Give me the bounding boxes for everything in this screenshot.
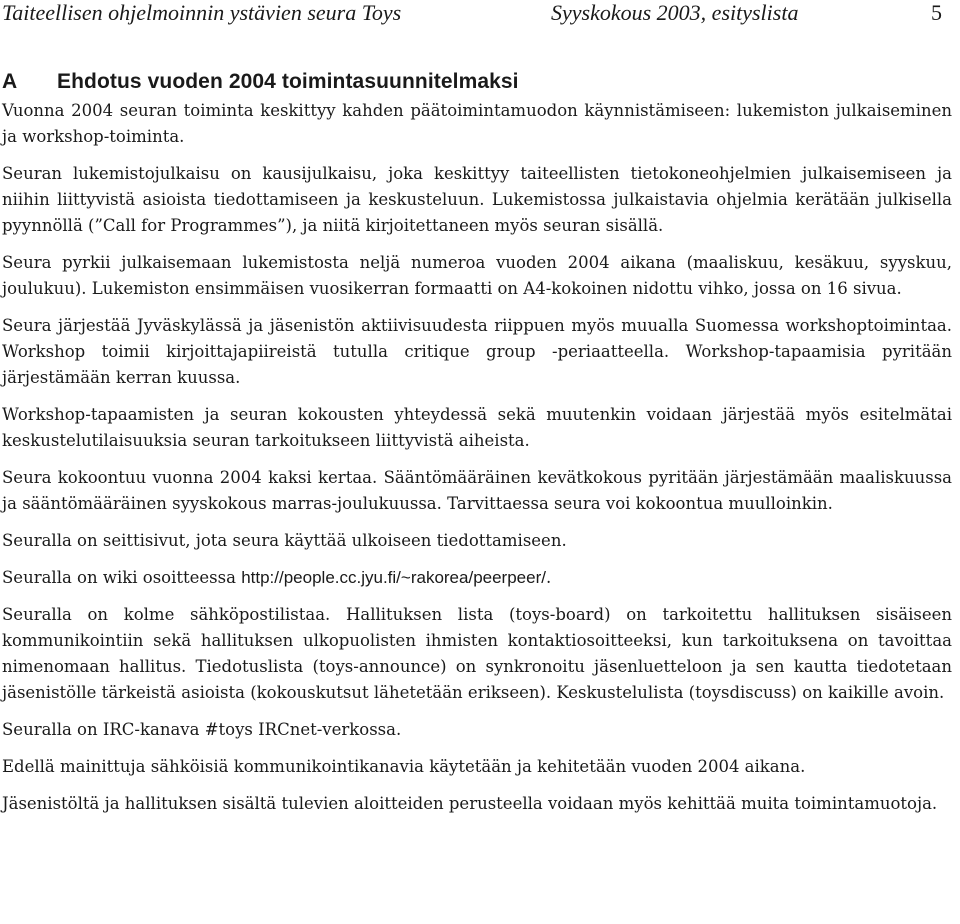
paragraph: Edellä mainittuja sähköisiä kommunikointikanavia käytetään ja kehitetään vuoden 2004 aikana. [2,757,806,776]
paragraph: Workshop-tapaamisten ja seuran kokousten yhteydessä sekä muutenkin voidaan järjestää myös esitelmätai keskustelutilaisuuksia seuran tarkoitukseen liittyvistä aiheista. [2,405,952,450]
paragraph: Seuralla on IRC-kanava #toys IRCnet-verkossa. [2,720,402,739]
paragraph: Jäsenistöltä ja hallituksen sisältä tulevien aloitteiden perusteella voidaan myös kehittää muita toimintamuotoja. [2,794,938,813]
paragraph: Vuonna 2004 seuran toiminta keskittyy kahden päätoimintamuodon käynnistämiseen: lukemiston julkaiseminen ja workshop-toiminta. [2,101,952,146]
paragraph: Seura pyrkii julkaisemaan lukemistosta neljä numeroa vuoden 2004 aikana (maaliskuu, kesäkuu, syyskuu, joulukuu). Lukemiston ensimmäisen vuosikerran formaatti on A4-kokoinen nidottu vihko, jossa on 16 sivua. [2,253,952,298]
header-organization: Taiteellisen ohjelmoinnin ystävien seura Toys [2,0,402,25]
wiki-suffix: . [545,568,552,587]
section-heading [2,69,952,95]
header-meeting: Syyskokous 2003, esityslista [551,0,799,25]
page-number: 5 [931,0,942,25]
wiki-url: http://people.cc.jyu.fi/~rakorea/peerpeer/ [241,568,546,587]
paragraph-wiki [2,565,952,591]
paragraph: Seura järjestää Jyväskylässä ja jäsenistön aktiivisuudesta riippuen myös muualla Suomessa workshoptoimintaa. Workshop toimii kirjoittajapiireistä tutulla critique group -periaatteella. Workshop-tapaamisia pyritään järjestämään kerran kuussa. [2,316,952,387]
wiki-text: Seuralla on wiki osoitteessa [2,568,242,587]
paragraph: Seuran lukemistojulkaisu on kausijulkaisu, joka keskittyy taiteellisten tietokoneohjelmien julkaisemiseen ja niihin liittyvistä asioista tiedottamiseen ja keskusteluun. Lukemistossa julkaistavia ohjelmia kerätään julkisella pyynnöllä (”Call for Programmes”), ja niitä kirjoitettaneen myös seuran sisällä. [2,164,952,235]
section-letter: A [2,70,18,93]
paragraph: Seura kokoontuu vuonna 2004 kaksi kertaa. Sääntömääräinen kevätkokous pyritään järjestämään maaliskuussa ja sääntömääräinen syyskokous marras-joulukuussa. Tarvittaessa seura voi kokoontua muulloinkin. [2,468,952,513]
paragraph: Seuralla on seittisivut, jota seura käyttää ulkoiseen tiedottamiseen. [2,531,567,550]
paragraph: Seuralla on kolme sähköpostilistaa. Hallituksen lista (toys-board) on tarkoitettu hallituksen sisäiseen kommunikointiin sekä hallituksen ulkopuolisten ihmisten kontaktiosoitteeksi, kun tarkoituksena on tavoittaa nimenomaan hallitus. Tiedotuslista (toys-announce) on synkronoitu jäsenluetteloon ja sen kautta tiedotetaan jäsenistölle tärkeistä asioista (kokouskutsut lähetetään erikseen). Keskustelulista (toysdiscuss) on kaikille avoin. [2,605,952,702]
running-header [2,0,952,35]
section-title: Ehdotus vuoden 2004 toimintasuunnitelmaksi [57,70,519,93]
document-body [2,98,952,817]
